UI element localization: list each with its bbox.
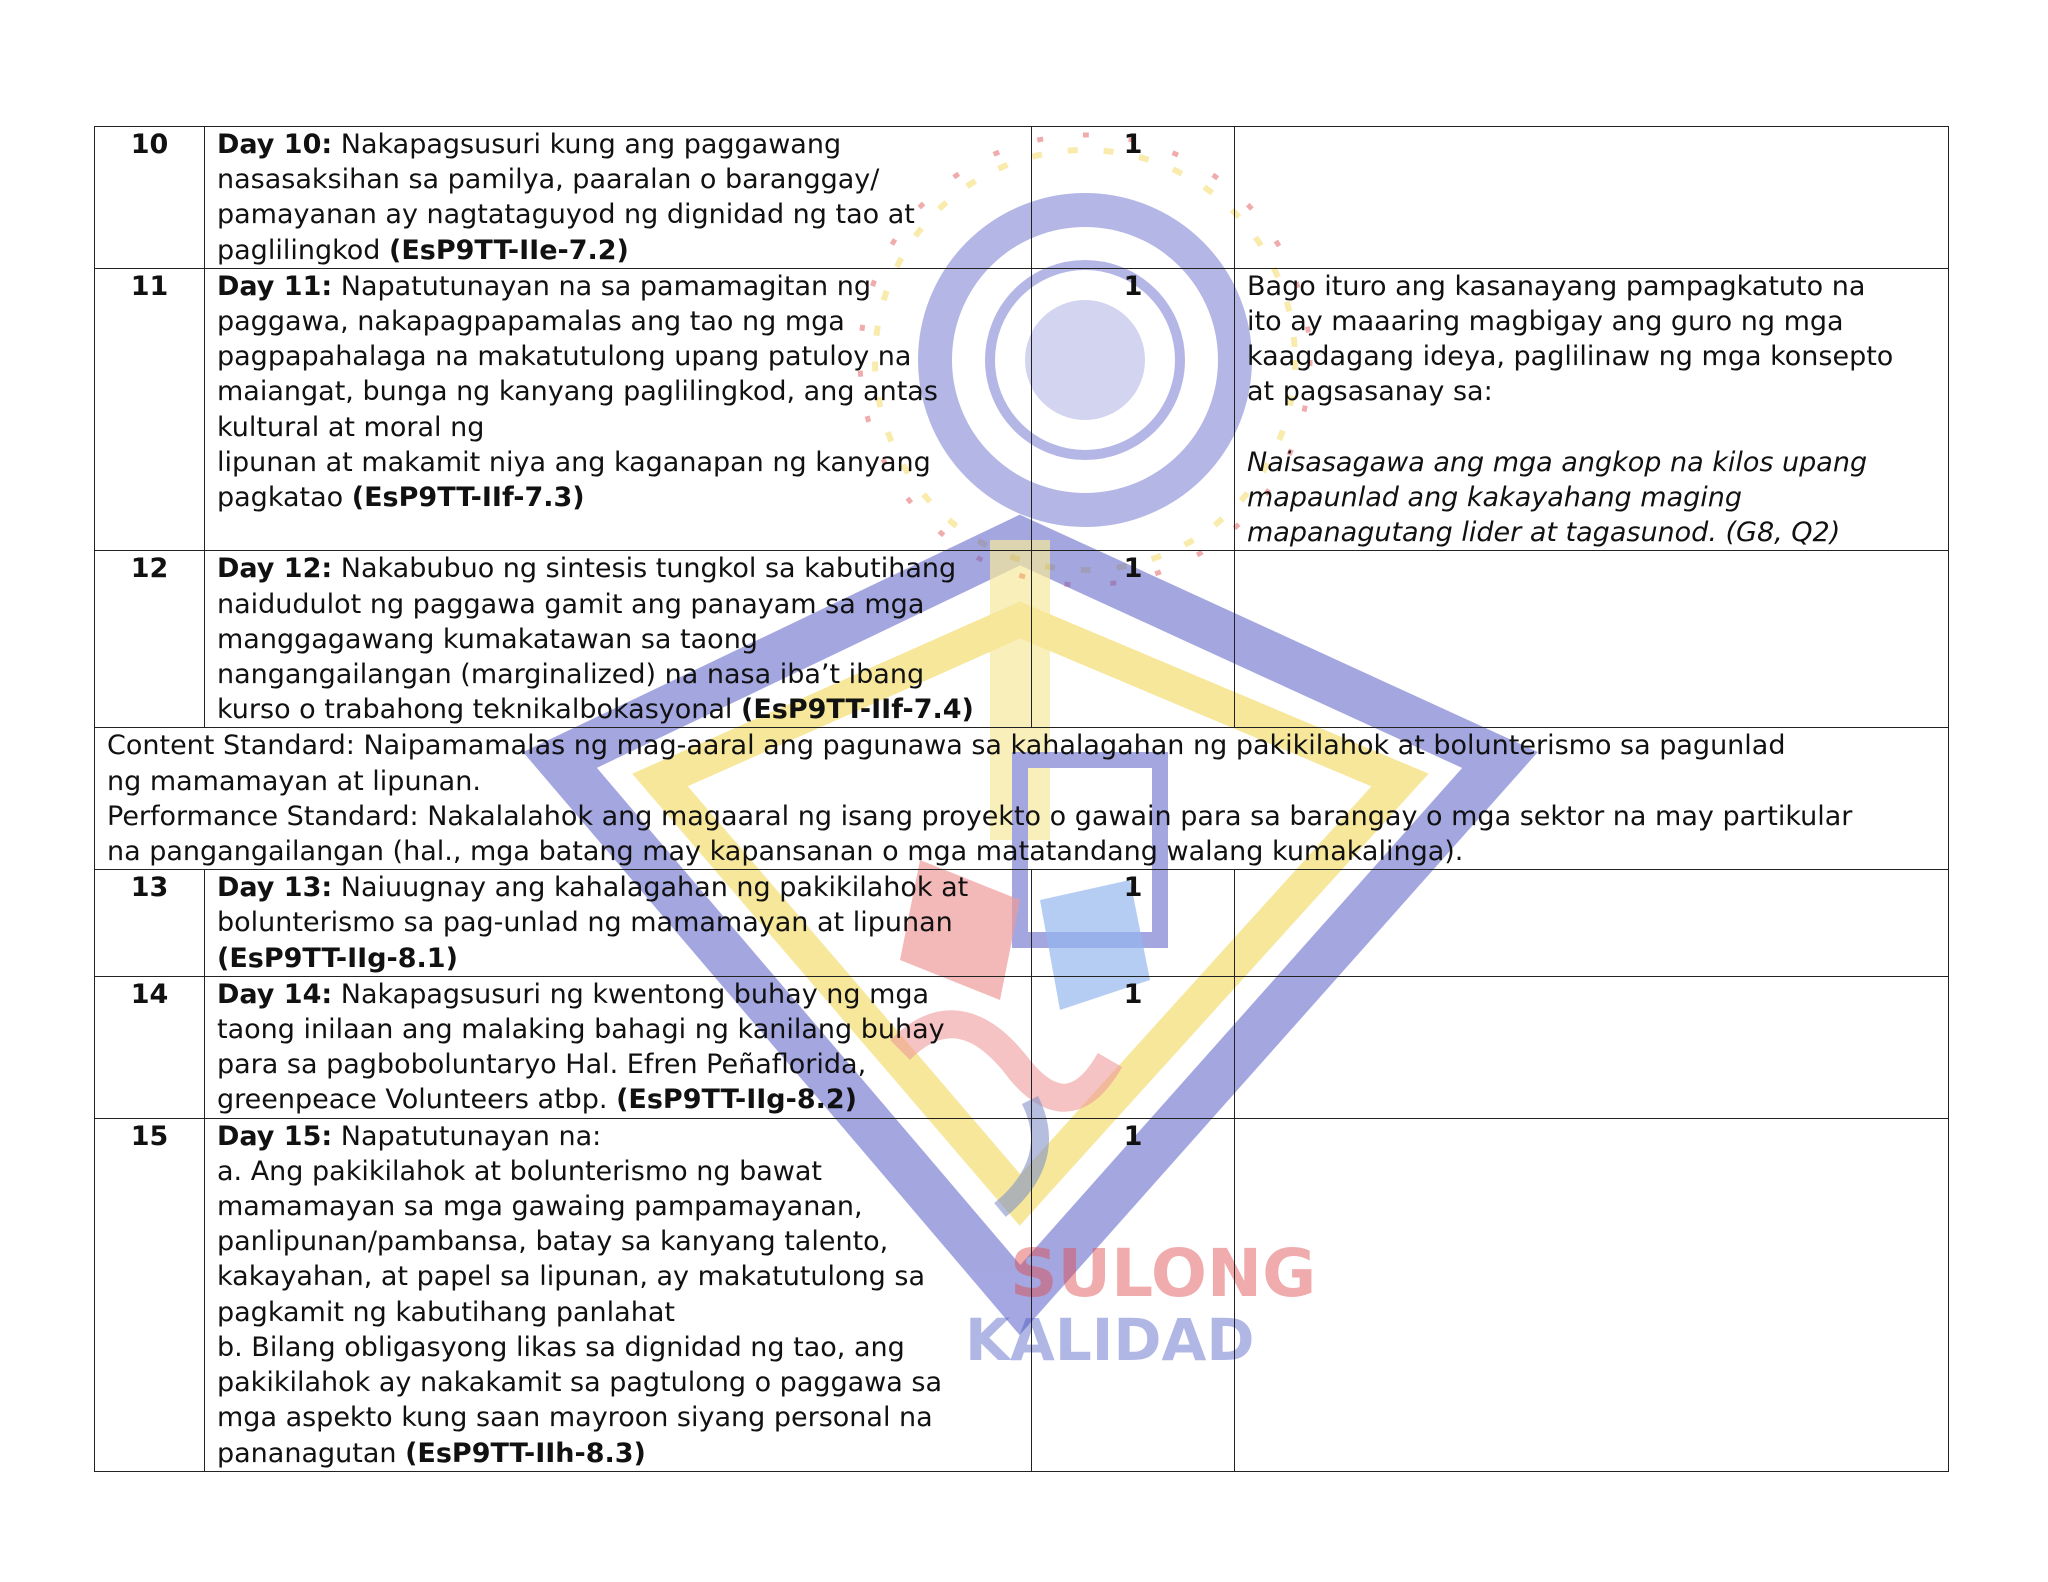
competency-text: manggagawang kumakatawan sa taong (217, 623, 758, 655)
remarks-spacer (1247, 410, 1936, 445)
remarks-cell (1235, 870, 1949, 977)
time-allotment: 1 (1032, 127, 1235, 269)
competency-code: (EsP9TT-IIh-8.3) (405, 1437, 646, 1469)
competency-text: b. Bilang obligasyong likas sa dignidad ng tao, ang (217, 1331, 905, 1363)
competency-text: para sa pagboboluntaryo Hal. Efren Peñaflorida, (217, 1049, 867, 1081)
remarks-text: kaagdagang ideya, paglilinaw ng mga konsepto (1247, 341, 1894, 373)
time-allotment: 1 (1032, 268, 1235, 551)
remarks-prerequisite: mapanagutang lider at tagasunod. (G8, Q2) (1247, 517, 1841, 549)
competency-text: pananagutan (217, 1437, 406, 1469)
competency-text: bolunterismo sa pag-unlad ng mamamayan at lipunan (217, 907, 953, 939)
competency-last-line (217, 692, 1019, 727)
time-allotment: 1 (1032, 976, 1235, 1118)
competency-text: maiangat, bunga ng kanyang paglilingkod, ang antas (217, 376, 938, 408)
budget-of-work-table (94, 126, 1949, 1472)
competency-last-line (217, 1082, 1019, 1117)
competency-text: pakikilahok ay nakakamit sa pagtulong o paggawa sa (217, 1367, 943, 1399)
remarks-cell (1235, 551, 1949, 728)
remarks-cell (1235, 1118, 1949, 1471)
competency-cell (205, 1118, 1032, 1471)
row-number: 15 (95, 1118, 205, 1471)
competency-text: lipunan at makamit niya ang kaganapan ng kanyang (217, 446, 931, 478)
time-allotment: 1 (1032, 1118, 1235, 1471)
competency-text: pagkatao (217, 482, 352, 514)
performance-standard: na pangangailangan (hal., mga batang may kapansanan o mga matatandang walang kumakalinga). (107, 836, 1464, 868)
day-label: Day 13: (217, 872, 333, 904)
competency-text: Nakabubuo ng sintesis tungkol sa kabutihang (332, 553, 957, 585)
standards-cell (95, 728, 1949, 870)
competency-text: Nakapagsusuri ng kwentong buhay ng mga (332, 978, 930, 1010)
competency-text: pagpapahalaga na makatutulong upang patuloy na (217, 341, 912, 373)
remarks-cell (1235, 268, 1949, 551)
time-allotment: 1 (1032, 870, 1235, 977)
competency-code: (EsP9TT-IIe-7.2) (389, 234, 629, 266)
row-number: 12 (95, 551, 205, 728)
table-row (95, 1118, 1949, 1471)
competency-text: nasasaksihan sa pamilya, paaralan o baranggay/ (217, 164, 880, 196)
table-row (95, 870, 1949, 977)
remarks-cell (1235, 976, 1949, 1118)
competency-text: kakayahan, at papel sa lipunan, ay makatutulong sa (217, 1261, 926, 1293)
competency-last-line (217, 1436, 1019, 1471)
content-standard: ng mamamayan at lipunan. (107, 765, 481, 797)
table-row (95, 127, 1949, 269)
remarks-prerequisite: Naisasagawa ang mga angkop na kilos upang (1247, 446, 1868, 478)
table-row (95, 976, 1949, 1118)
competency-text: pagkamit ng kabutihang panlahat (217, 1296, 675, 1328)
competency-code: (EsP9TT-IIg-8.2) (616, 1084, 857, 1116)
watermark-brand-line1: SULONG (1010, 1235, 1317, 1312)
standards-row (95, 728, 1949, 870)
competency-cell (205, 127, 1032, 269)
competency-cell (205, 976, 1032, 1118)
competency-text: kultural at moral ng (217, 411, 485, 443)
day-label: Day 14: (217, 978, 333, 1010)
competency-code: (EsP9TT-IIg-8.1) (217, 942, 458, 974)
day-label: Day 15: (217, 1120, 333, 1152)
competency-last-line (217, 233, 1019, 268)
table-row (95, 551, 1949, 728)
performance-standard: Performance Standard: Nakalalahok ang magaaral ng isang proyekto o gawain para sa barangay o mga sektor na may partikular (107, 800, 1853, 832)
competency-text: paggawa, nakapagpapamalas ang tao ng mga (217, 306, 845, 338)
competency-text: mamamayan sa mga gawaing pampamayanan, (217, 1191, 863, 1223)
competency-text: panlipunan/pambansa, batay sa kanyang talento, (217, 1226, 889, 1258)
competency-cell (205, 870, 1032, 977)
content-standard: Content Standard: Naipamamalas ng mag-aaral ang pagunawa sa kahalagahan ng pakikilahok at bolunterismo sa pagunlad (107, 730, 1786, 762)
competency-text: Napatutunayan na sa pamamagitan ng (332, 270, 871, 302)
row-number: 13 (95, 870, 205, 977)
row-number: 14 (95, 976, 205, 1118)
competency-cell (205, 268, 1032, 551)
time-allotment: 1 (1032, 551, 1235, 728)
remarks-cell (1235, 127, 1949, 269)
competency-text: taong inilaan ang malaking bahagi ng kanilang buhay (217, 1014, 945, 1046)
day-label: Day 12: (217, 553, 333, 585)
day-label: Day 10: (217, 129, 333, 160)
row-number: 11 (95, 268, 205, 551)
row-number: 10 (95, 127, 205, 269)
competency-text: Naiuugnay ang kahalagahan ng pakikilahok at (332, 872, 969, 904)
competency-code: (EsP9TT-IIf-7.3) (351, 482, 585, 514)
competency-text: greenpeace Volunteers atbp. (217, 1084, 617, 1116)
competency-last-line (217, 480, 1019, 515)
competency-code: (EsP9TT-IIf-7.4) (741, 694, 974, 726)
remarks-prerequisite: mapaunlad ang kakayahang maging (1247, 482, 1743, 514)
competency-text: a. Ang pakikilahok at bolunterismo ng bawat (217, 1155, 822, 1187)
day-label: Day 11: (217, 270, 333, 302)
table-row (95, 268, 1949, 551)
watermark-brand-line2: KALIDAD (965, 1306, 1255, 1374)
competency-text: mga aspekto kung saan mayroon siyang personal na (217, 1402, 933, 1434)
competency-text: kurso o trabahong teknikalbokasyonal (217, 694, 741, 726)
competency-text: Nakapagsusuri kung ang paggawang (332, 129, 842, 160)
competency-text: naidudulot ng paggawa gamit ang panayam sa mga (217, 588, 925, 620)
remarks-text: ito ay maaaring magbigay ang guro ng mga (1247, 306, 1844, 338)
competency-cell (205, 551, 1032, 728)
competency-text: paglilingkod (217, 234, 389, 266)
competency-text: pamayanan ay nagtataguyod ng dignidad ng tao at (217, 199, 915, 231)
competency-last-line (217, 941, 1019, 976)
remarks-text: at pagsasanay sa: (1247, 376, 1493, 408)
remarks-text: Bago ituro ang kasanayang pampagkatuto na (1247, 270, 1866, 302)
competency-text: Napatutunayan na: (332, 1120, 602, 1152)
competency-text: nangangailangan (marginalized) na nasa iba’t ibang (217, 659, 925, 691)
